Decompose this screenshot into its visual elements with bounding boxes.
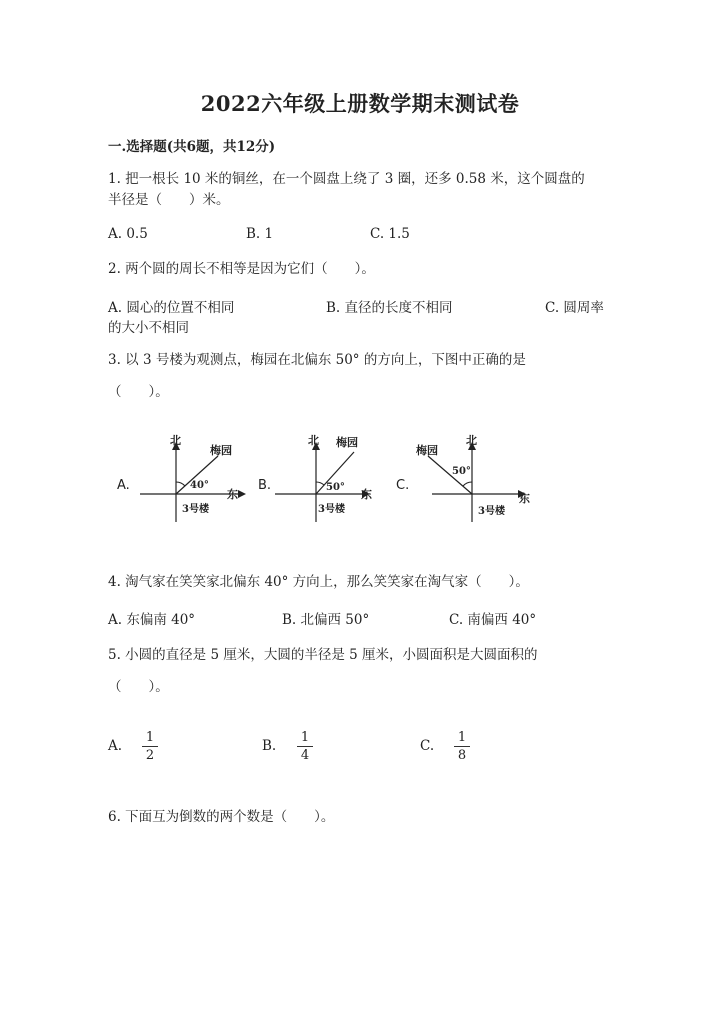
figure-a-north: 北: [170, 434, 181, 447]
figure-a-building: 3号楼: [182, 504, 209, 515]
question-6-line-1: 6. 下面互为倒数的两个数是（ ）。: [108, 809, 335, 825]
figure-b-building: 3号楼: [318, 504, 345, 515]
fraction-a-bar: [142, 746, 158, 747]
figure-b-east: 东: [361, 488, 372, 501]
fraction-b: [297, 730, 313, 763]
figure-c-building: 3号楼: [478, 506, 505, 517]
question-3-line-1: 3. 以 3 号楼为观测点，梅园在北偏东 50° 的方向上，下图中正确的是: [108, 352, 526, 368]
question-2-option-c-continued: 的大小不相同: [108, 320, 189, 336]
figure-b-north: 北: [308, 434, 319, 447]
figure-c-east: 东: [519, 492, 530, 505]
fraction-a: [142, 730, 158, 763]
figure-a-angle: 40°: [190, 480, 209, 491]
fraction-c-denominator: 8: [457, 748, 467, 763]
fraction-b-bar: [297, 746, 313, 747]
question-2-line-1: 2. 两个圆的周长不相等是因为它们（ ）。: [108, 261, 375, 277]
fraction-c-numerator: 1: [457, 730, 467, 745]
question-2-option-b: B. 直径的长度不相同: [326, 300, 453, 316]
section-heading: 一.选择题(共6题，共12分): [108, 139, 276, 155]
figure-c-north: 北: [466, 434, 477, 447]
fraction-c-bar: [454, 746, 470, 747]
page-title: 2022六年级上册数学期末测试卷: [200, 91, 520, 116]
figure-a: [110, 430, 250, 534]
figure-b: [250, 430, 390, 534]
fraction-a-numerator: 1: [145, 730, 155, 745]
question-1-option-a: A. 0.5: [108, 226, 148, 242]
question-4-option-c: C. 南偏西 40°: [449, 612, 537, 628]
fraction-b-numerator: 1: [300, 730, 310, 745]
question-5-line-1: 5. 小圆的直径是 5 厘米，大圆的半径是 5 厘米，小圆面积是大圆面积的: [108, 647, 538, 663]
figure-c: [392, 430, 542, 534]
question-4-line-1: 4. 淘气家在笑笑家北偏东 40° 方向上，那么笑笑家在淘气家（ ）。: [108, 574, 529, 590]
question-2-option-a: A. 圆心的位置不相同: [108, 300, 235, 316]
question-3-line-2: （ ）。: [108, 384, 169, 400]
question-4-option-b: B. 北偏西 50°: [282, 612, 370, 628]
question-5-option-a: A.: [108, 738, 123, 754]
figure-c-label: C.: [396, 478, 410, 493]
fraction-c: [454, 730, 470, 763]
figure-a-label: A.: [117, 478, 130, 493]
figure-b-garden: 梅园: [336, 436, 358, 449]
figure-b-label: B.: [258, 478, 272, 493]
question-1-option-b: B. 1: [246, 226, 274, 242]
figure-c-angle: 50°: [452, 466, 471, 477]
question-1-line-1: 1. 把一根长 10 米的铜丝，在一个圆盘上绕了 3 圈，还多 0.58 米，这个圆盘的: [108, 171, 585, 187]
figure-a-east: 东: [227, 488, 238, 501]
question-1-line-2: 半径是（ ）米。: [108, 192, 230, 208]
fraction-b-denominator: 4: [300, 748, 310, 763]
question-5-option-c: C.: [420, 738, 435, 754]
question-4-option-a: A. 东偏南 40°: [108, 612, 196, 628]
question-5-option-b: B.: [262, 738, 277, 754]
question-5-line-2: （ ）。: [108, 679, 169, 695]
figure-c-garden: 梅园: [416, 444, 438, 457]
figure-a-garden: 梅园: [210, 444, 232, 457]
figure-b-angle: 50°: [326, 482, 345, 493]
question-2-option-c: C. 圆周率: [545, 300, 604, 316]
question-1-option-c: C. 1.5: [370, 226, 410, 242]
fraction-a-denominator: 2: [145, 748, 155, 763]
